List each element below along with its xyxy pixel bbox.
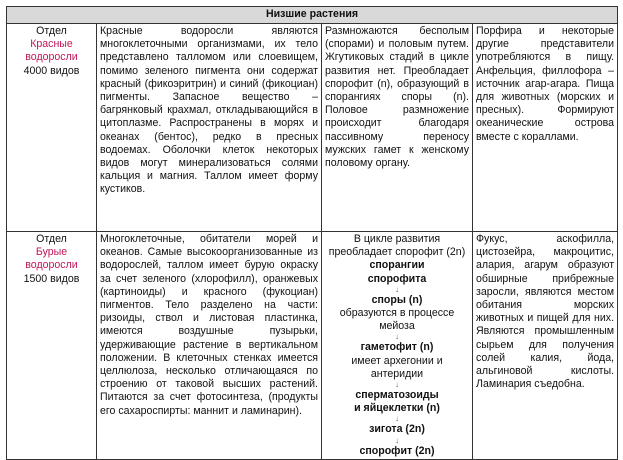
description-cell: Красные водоросли являются многоклеточными организмами, их тело представлено талломом или слоевищем, помимо зеленого пигмента они содержат красный (фикоэритрин) и синий (фикоциан) пигменты. Запасное вещество – багрянковый крахмал, откладывающийся в цитоплазме. Распространены в морях и океанах (бентос), редко в пресных водоемах. Оболочки клеток некоторых видов могут минерализоваться солями кальция и магния. Таллом имеет форму кустиков. [97, 24, 322, 232]
dept-cell-brown-algae [7, 232, 97, 460]
dept-name-line1: Красные [30, 38, 73, 51]
life-cycle-cell [322, 232, 473, 460]
dept-name-line1: Бурые [35, 246, 68, 259]
cycle-step: спорангии [369, 259, 425, 272]
uses-cell: Фукус, аскофилла, цистозейра, макроцитис, алария, агарум образуют обширные прибрежные заросли, являются местом обитания морских животных и пищей для них. Являются промышленным сырьем для получения солей калия, йода, альгиновой кислоты. Ламинария съедобна. [473, 232, 618, 460]
cycle-arrow-icon: ↓ [395, 435, 399, 445]
table-row-brown-algae [7, 232, 618, 460]
cycle-step: имеет архегонии и антеридии [351, 354, 443, 380]
cycle-step: сперматозоиды [355, 389, 439, 402]
cycle-steps [325, 259, 469, 457]
cycle-step: образуются в процессе мейоза [339, 307, 455, 333]
cycle-arrow-icon: ↓ [395, 284, 399, 294]
table-title: Низшие растения [7, 7, 618, 24]
table-header-row [7, 7, 618, 24]
cycle-step: споры (n) [371, 293, 423, 306]
cycle-intro: В цикле развития преобладает спорофит (2n) [328, 233, 466, 259]
cycle-arrow-icon: ↓ [395, 380, 399, 390]
dept-label: Отдел [36, 25, 67, 37]
table-row-red-algae [7, 24, 618, 232]
cycle-step: спорофит (2n) [359, 444, 435, 457]
cycle-step: гаметофит (n) [360, 341, 434, 354]
dept-name-line2: водоросли [25, 51, 78, 64]
cycle-arrow-icon: ↓ [395, 414, 399, 424]
cycle-step: зигота (2n) [369, 423, 425, 436]
dept-cell-red-algae [7, 24, 97, 232]
dept-species-count: 1500 видов [23, 272, 80, 285]
cycle-step: спорофита [367, 272, 427, 285]
cycle-arrow-icon: ↓ [395, 332, 399, 342]
description-cell: Многоклеточные, обитатели морей и океанов. Самые высокоорганизованные из водорослей, таллом имеет бурую окраску за счет зеленого (хлорофилл), оранжевых (картиноиды) и красного (фукоциан) пигментов. Тело разделено на части: ризоиды, ствол и листовая пластинка, имеются воздушные пузырьки, удерживающие растение в вертикальном положении. В клеточных стенках имеется целлюлоза, несколько отличающаяся по строению от таковой высших растений. Питаются за счет фотосинтеза, (продукты его сахароспирты: маннит и ламинарин). [97, 232, 322, 460]
uses-cell: Порфира и некоторые другие представители употребляются в пищу. Анфельция, филлофора – источник агар-агара. Пища для животных (морских и пресных). Формируют океанические острова вместе с кораллами. [473, 24, 618, 232]
lower-plants-table [6, 6, 618, 460]
dept-name-line2: водоросли [25, 259, 78, 272]
cycle-step: и яйцеклетки (n) [354, 402, 440, 415]
dept-label: Отдел [36, 233, 67, 245]
dept-species-count: 4000 видов [23, 64, 80, 77]
reproduction-cell: Размножаются бесполым (спорами) и половым путем. Жгутиковых стадий в цикле развития нет. Преобладает спорофит (n), образующий в спорангиях споры (n). Половое размножение происходит благодаря пассивному переносу мужских гамет к женскому половому органу. [322, 24, 473, 232]
